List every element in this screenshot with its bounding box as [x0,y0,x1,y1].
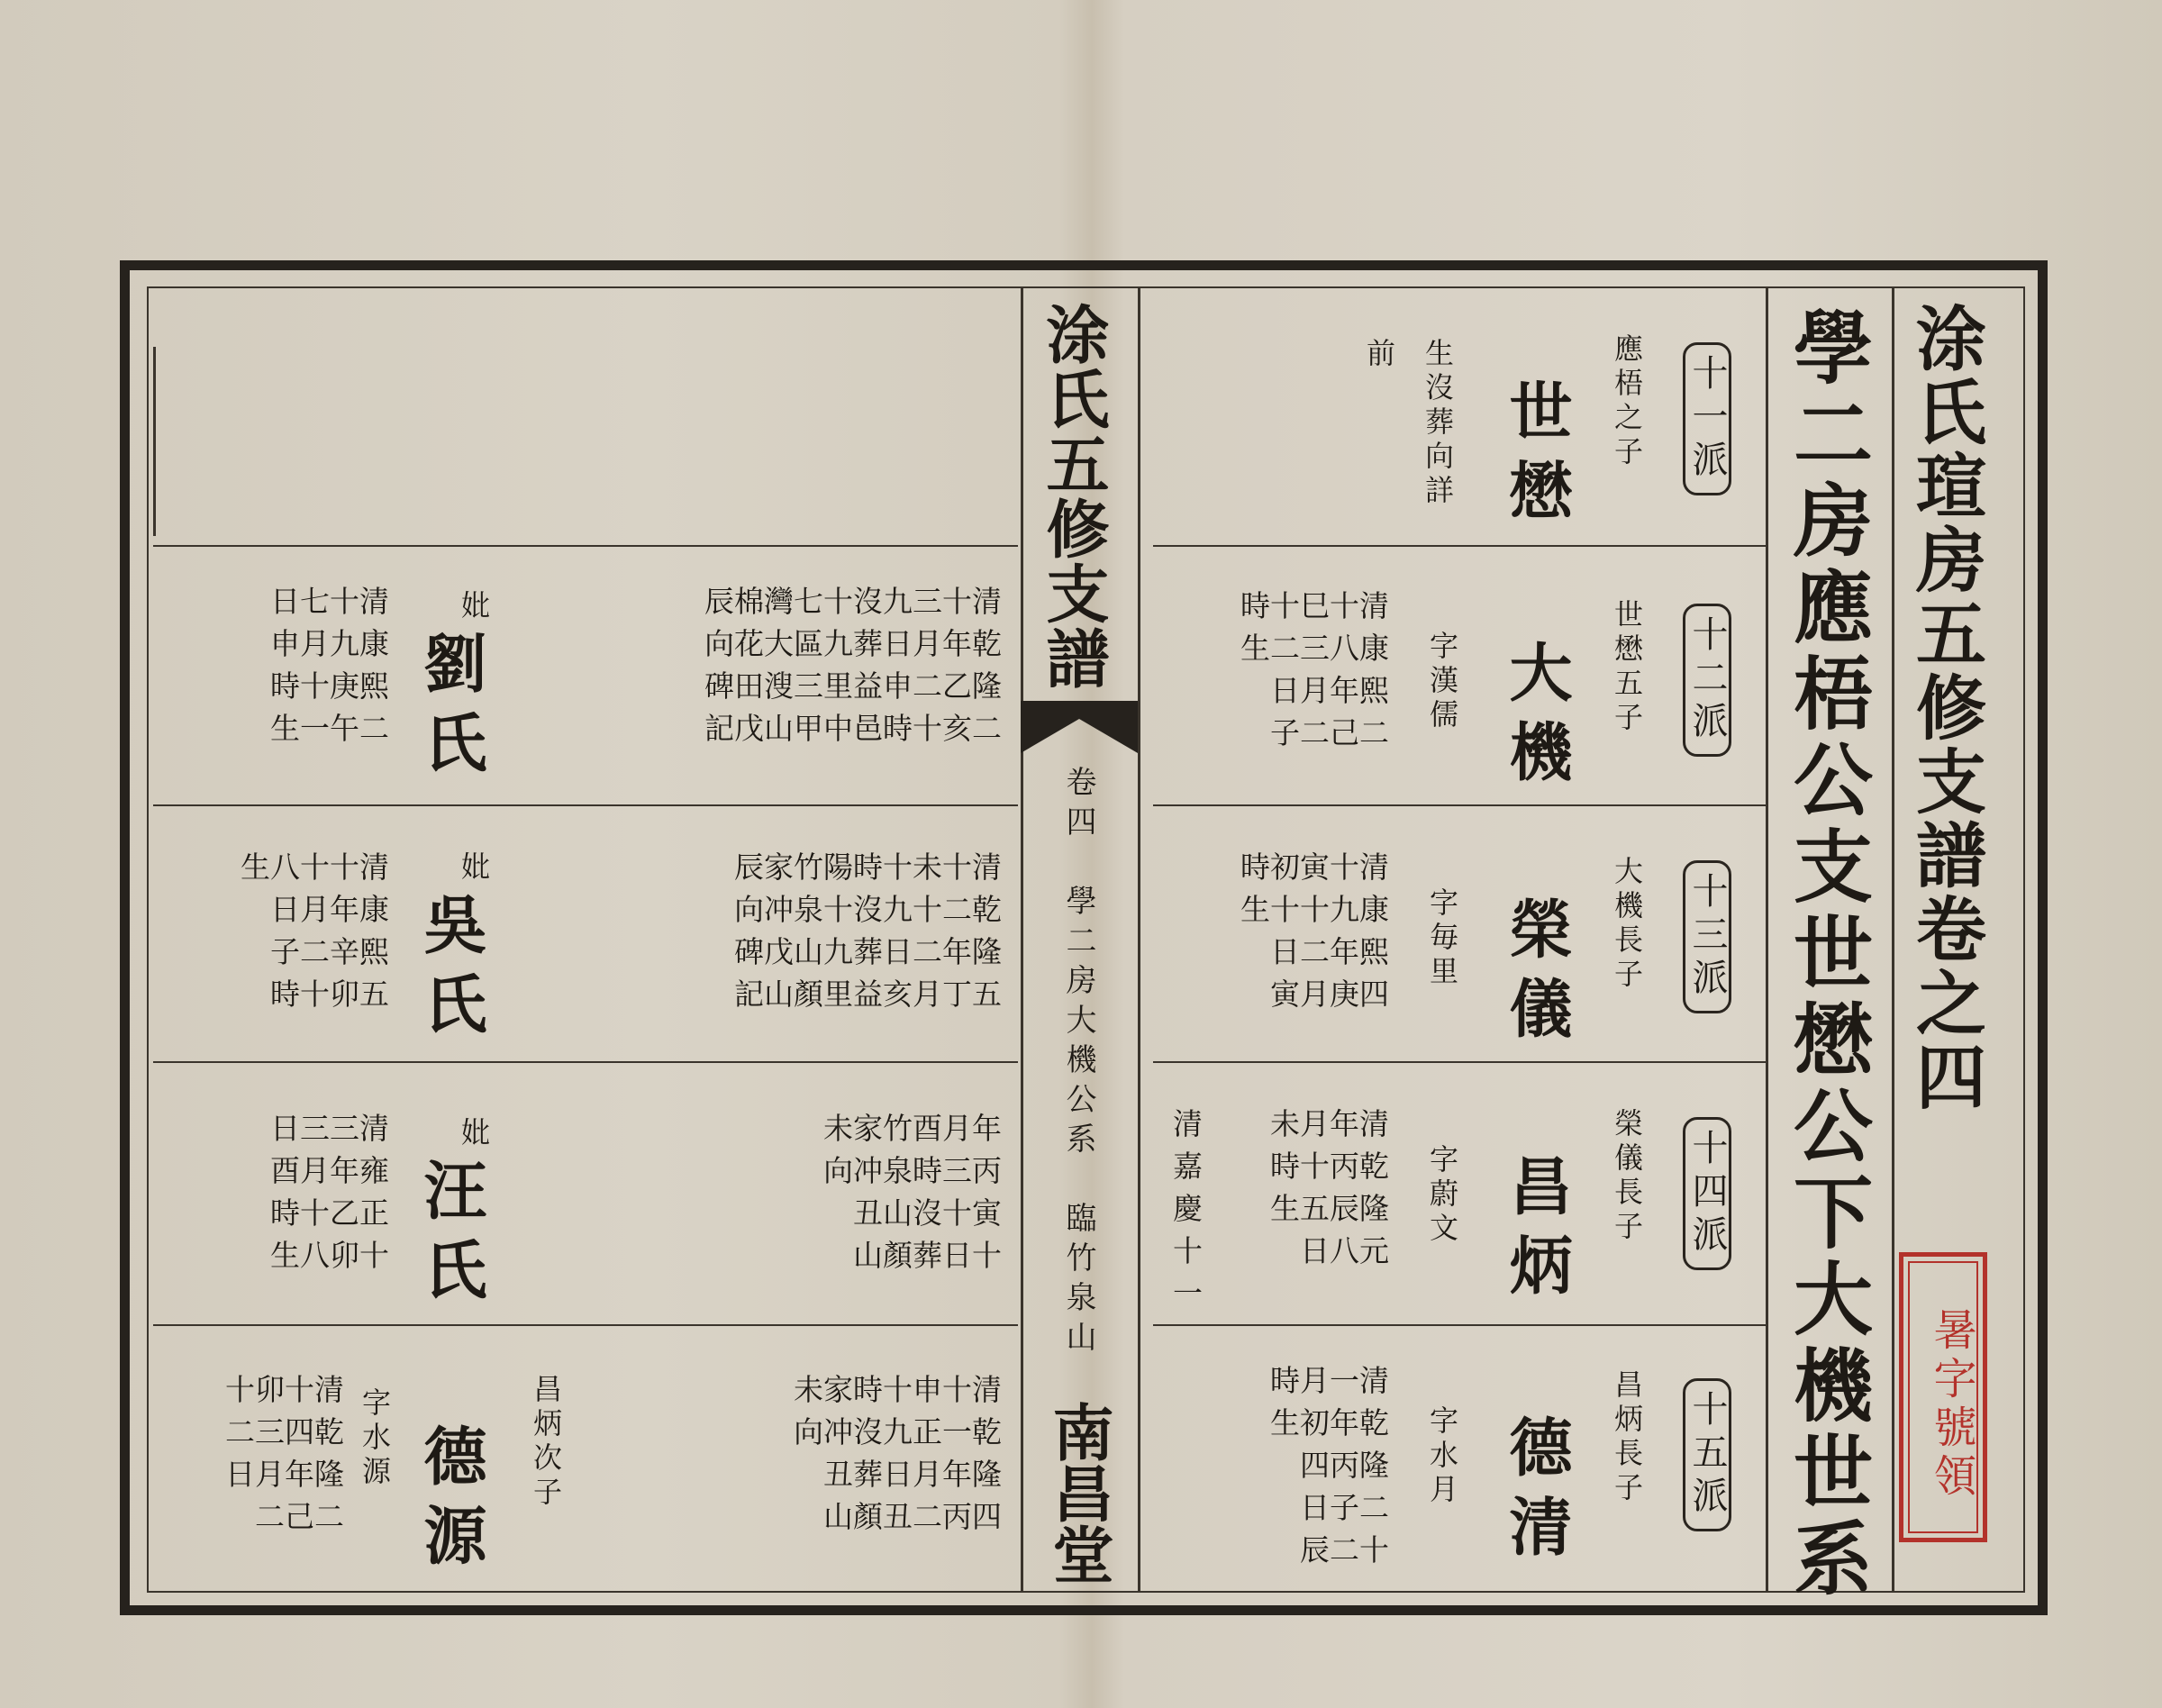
left-row-line-4 [153,1324,1018,1326]
left-row-2-prefix: 妣 [457,851,491,886]
left-row-3-spouse-birth: 清雍正十三年乙卯三月十八日酉時生 [266,1113,390,1282]
spine-left-line [1021,286,1023,1593]
section-subtitle: 學二房應梧公支世懋公下大機世系 [1781,306,1875,1604]
left-row-4-text: 清乾隆四十一年丙申正月二十九日丑時沒葬顏家冲丑山未向 [789,1374,1003,1543]
spine-volume-info: 卷四 學二房大機公系 臨竹泉山 一 [1060,766,1096,1440]
left-row-line-2 [153,804,1018,806]
gen-courtesy-13: 字毎里 [1425,887,1459,990]
red-seal-stamp: 暑字號領 [1899,1252,1987,1542]
gen-note-11b: 前 [1362,338,1396,372]
gen-birth-14: 清乾隆元年丙辰八月十五日未時生 [1266,1108,1390,1277]
row-line-4 [1153,1324,1766,1326]
gen-relation-15: 昌炳長子 [1610,1369,1644,1506]
gen-birth-12: 清康熙二十八年己巳三月二十二日子時生 [1236,590,1390,759]
fishtail-mark-icon [1021,701,1138,755]
gen-relation-14: 榮儀長子 [1610,1108,1644,1245]
gen-relation-11: 應梧之子 [1610,333,1644,470]
row-line-2 [1153,804,1766,806]
left-row-4-spouse-birth: 清乾隆二十四年己卯三月二十二日 [221,1374,345,1543]
gen-label-15: 十五派 [1683,1378,1731,1531]
left-row-4-prefix: 昌炳次子 [529,1374,563,1511]
gen-label-12: 十二派 [1683,604,1731,757]
gen-birth-13: 清康熙四十九年庚寅十二月初十日寅時生 [1236,851,1390,1021]
spine-title: 涂氏五修支譜 [1036,302,1111,691]
gen-note-11a: 生沒葬向詳 [1421,338,1455,509]
left-row-1-prefix: 妣 [457,590,491,624]
left-row-line-1 [153,545,1018,547]
left-row-4-courtesy: 字水源 [358,1387,392,1490]
gen-courtesy-12: 字漢儒 [1425,631,1459,733]
gen-label-14: 十四派 [1683,1117,1731,1270]
gen-relation-13: 大機長子 [1610,856,1644,993]
spine-right-line [1138,286,1140,1593]
left-row-line-3 [153,1061,1018,1063]
gen-birth-15: 清乾隆二十一年丙子二月初四日辰時生 [1266,1365,1390,1576]
left-row-2-spouse: 吳氏 [413,892,488,1050]
left-row-1-text: 清乾隆二十年乙亥三月二十九日申時沒葬益邑十九里中七區三甲灣大溲山棉花田戊辰向碑記 [700,586,1003,755]
left-row-3-spouse: 汪氏 [413,1158,488,1316]
left-row-4-spouse: 德源 [413,1423,488,1582]
gen-name-11: 世懋 [1499,378,1574,537]
gen-label-13: 十三派 [1683,860,1731,1013]
gen-note-14: 清嘉慶十一 [1168,1108,1204,1320]
left-row-3-text: 年丙寅十月三十日酉時沒葬竹泉山顏家冲丑山未向 [819,1113,1003,1282]
book-title: 涂氏瑄房五修支譜卷之四 [1904,302,1986,1114]
left-row-1-spouse: 劉氏 [413,631,488,789]
left-row-3-prefix: 妣 [457,1117,491,1151]
gen-name-12: 大機 [1499,640,1574,798]
gen-name-15: 德清 [1499,1414,1574,1573]
title-left-line [1892,286,1894,1593]
gen-relation-12: 世懋五子 [1610,599,1644,736]
subtitle-left-line [1766,286,1768,1593]
gen-name-14: 昌炳 [1499,1153,1574,1312]
gen-courtesy-15: 字水月 [1425,1405,1459,1508]
gen-name-13: 榮儀 [1499,896,1574,1055]
gen-label-11: 十一派 [1683,342,1731,495]
left-row-2-text: 清乾隆五十二年丁未十二月十九日亥時沒葬益陽十九里竹泉山顏家冲戊山辰向碑記 [730,851,1003,1021]
left-row-1-spouse-birth: 清康熙二十九庚午七月十一日申時生 [266,586,390,755]
blank-area-line [153,347,156,536]
row-line-3 [1153,1061,1766,1063]
gen-courtesy-14: 字蔚文 [1425,1144,1459,1247]
row-line-1 [1153,545,1766,547]
spine-hall-name: 南昌堂 [1042,1401,1114,1585]
left-row-2-spouse-birth: 清康熙五十年辛卯十月二十八日子時生 [236,851,390,1021]
